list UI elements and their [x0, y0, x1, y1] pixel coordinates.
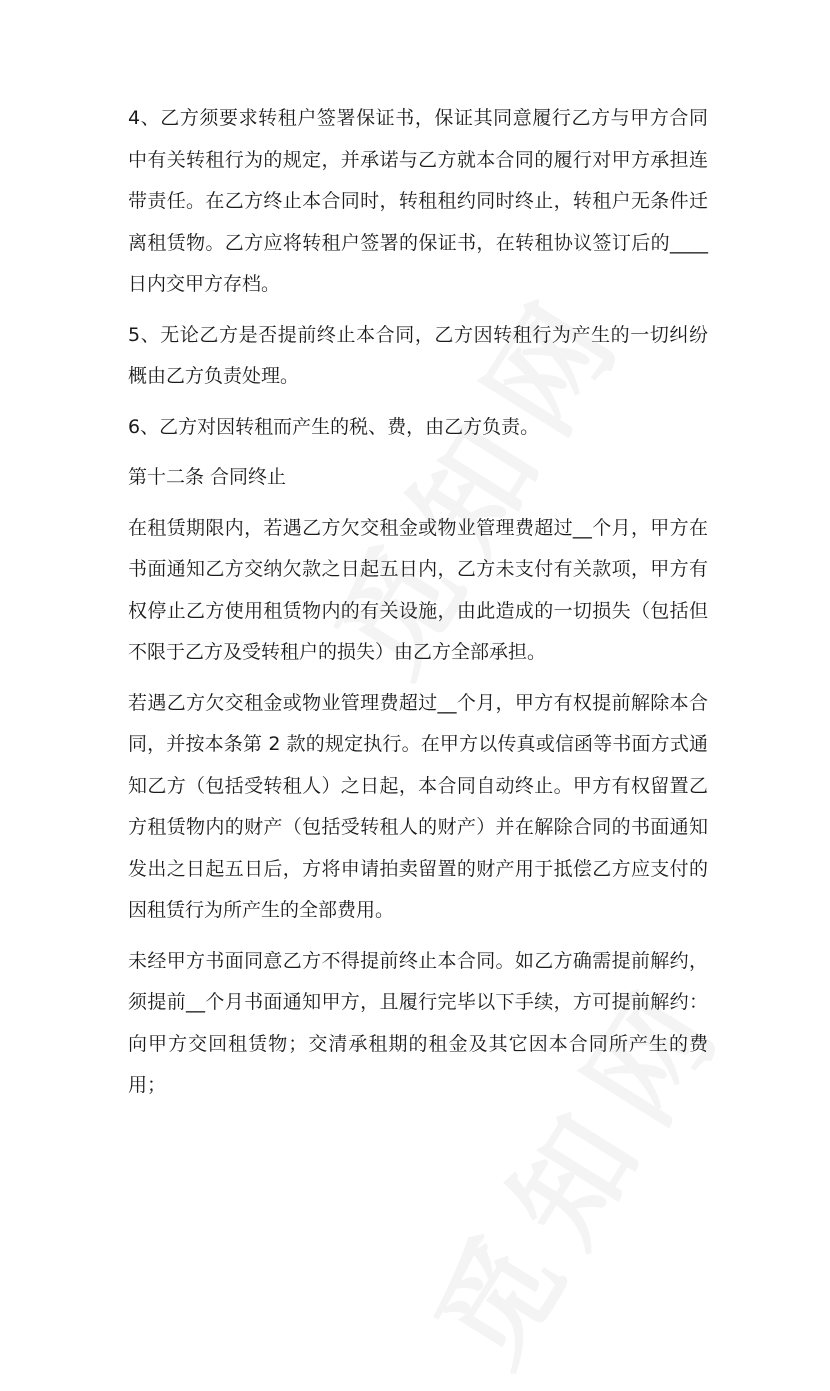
- paragraph-termination-2: 若遇乙方欠交租金或物业管理费超过__个月，甲方有权提前解除本合同，并按本条第 2 款的规定执行。在甲方以传真或信函等书面方式通知乙方（包括受转租人）之日起，本合同自动终止。甲方有权留置乙方租赁物内的财产（包括受转租人的财产）并在解除合同的书面通知发出之日起五日后，方将申请拍卖留置的财产用于抵偿乙方应支付的因租赁行为所产生的全部费用。: [128, 691, 708, 921]
- paragraph-clause-6: 6、乙方对因转租而产生的税、费，由乙方负责。: [128, 415, 540, 438]
- paragraph-termination-3: 未经甲方书面同意乙方不得提前终止本合同。如乙方确需提前解约，须提前__个月书面通知甲方，且履行完毕以下手续，方可提前解约：向甲方交回租赁物；交清承租期的租金及其它因本合同所产生的费用；: [128, 949, 708, 1096]
- paragraph-clause-5: 5、无论乙方是否提前终止本合同，乙方因转租行为产生的一切纠纷概由乙方负责处理。: [128, 323, 708, 387]
- paragraph-termination-1: 在租赁期限内，若遇乙方欠交租金或物业管理费超过__个月，甲方在书面通知乙方交纳欠款之日起五日内，乙方未支付有关款项，甲方有权停止乙方使用租赁物内的有关设施，由此造成的一切损失（包括但不限于乙方及受转租户的损失）由乙方全部承担。: [128, 516, 708, 663]
- document-body: [128, 98, 708, 1116]
- section-heading-article-12: 第十二条 合同终止: [128, 466, 287, 488]
- paragraph-clause-4: 4、乙方须要求转租户签署保证书，保证其同意履行乙方与甲方合同中有关转租行为的规定，并承诺与乙方就本合同的履行对甲方承担连带责任。在乙方终止本合同时，转租租约同时终止，转租户无条件迁离租赁物。乙方应将转租户签署的保证书，在转租协议签订后的____日内交甲方存档。: [128, 107, 708, 295]
